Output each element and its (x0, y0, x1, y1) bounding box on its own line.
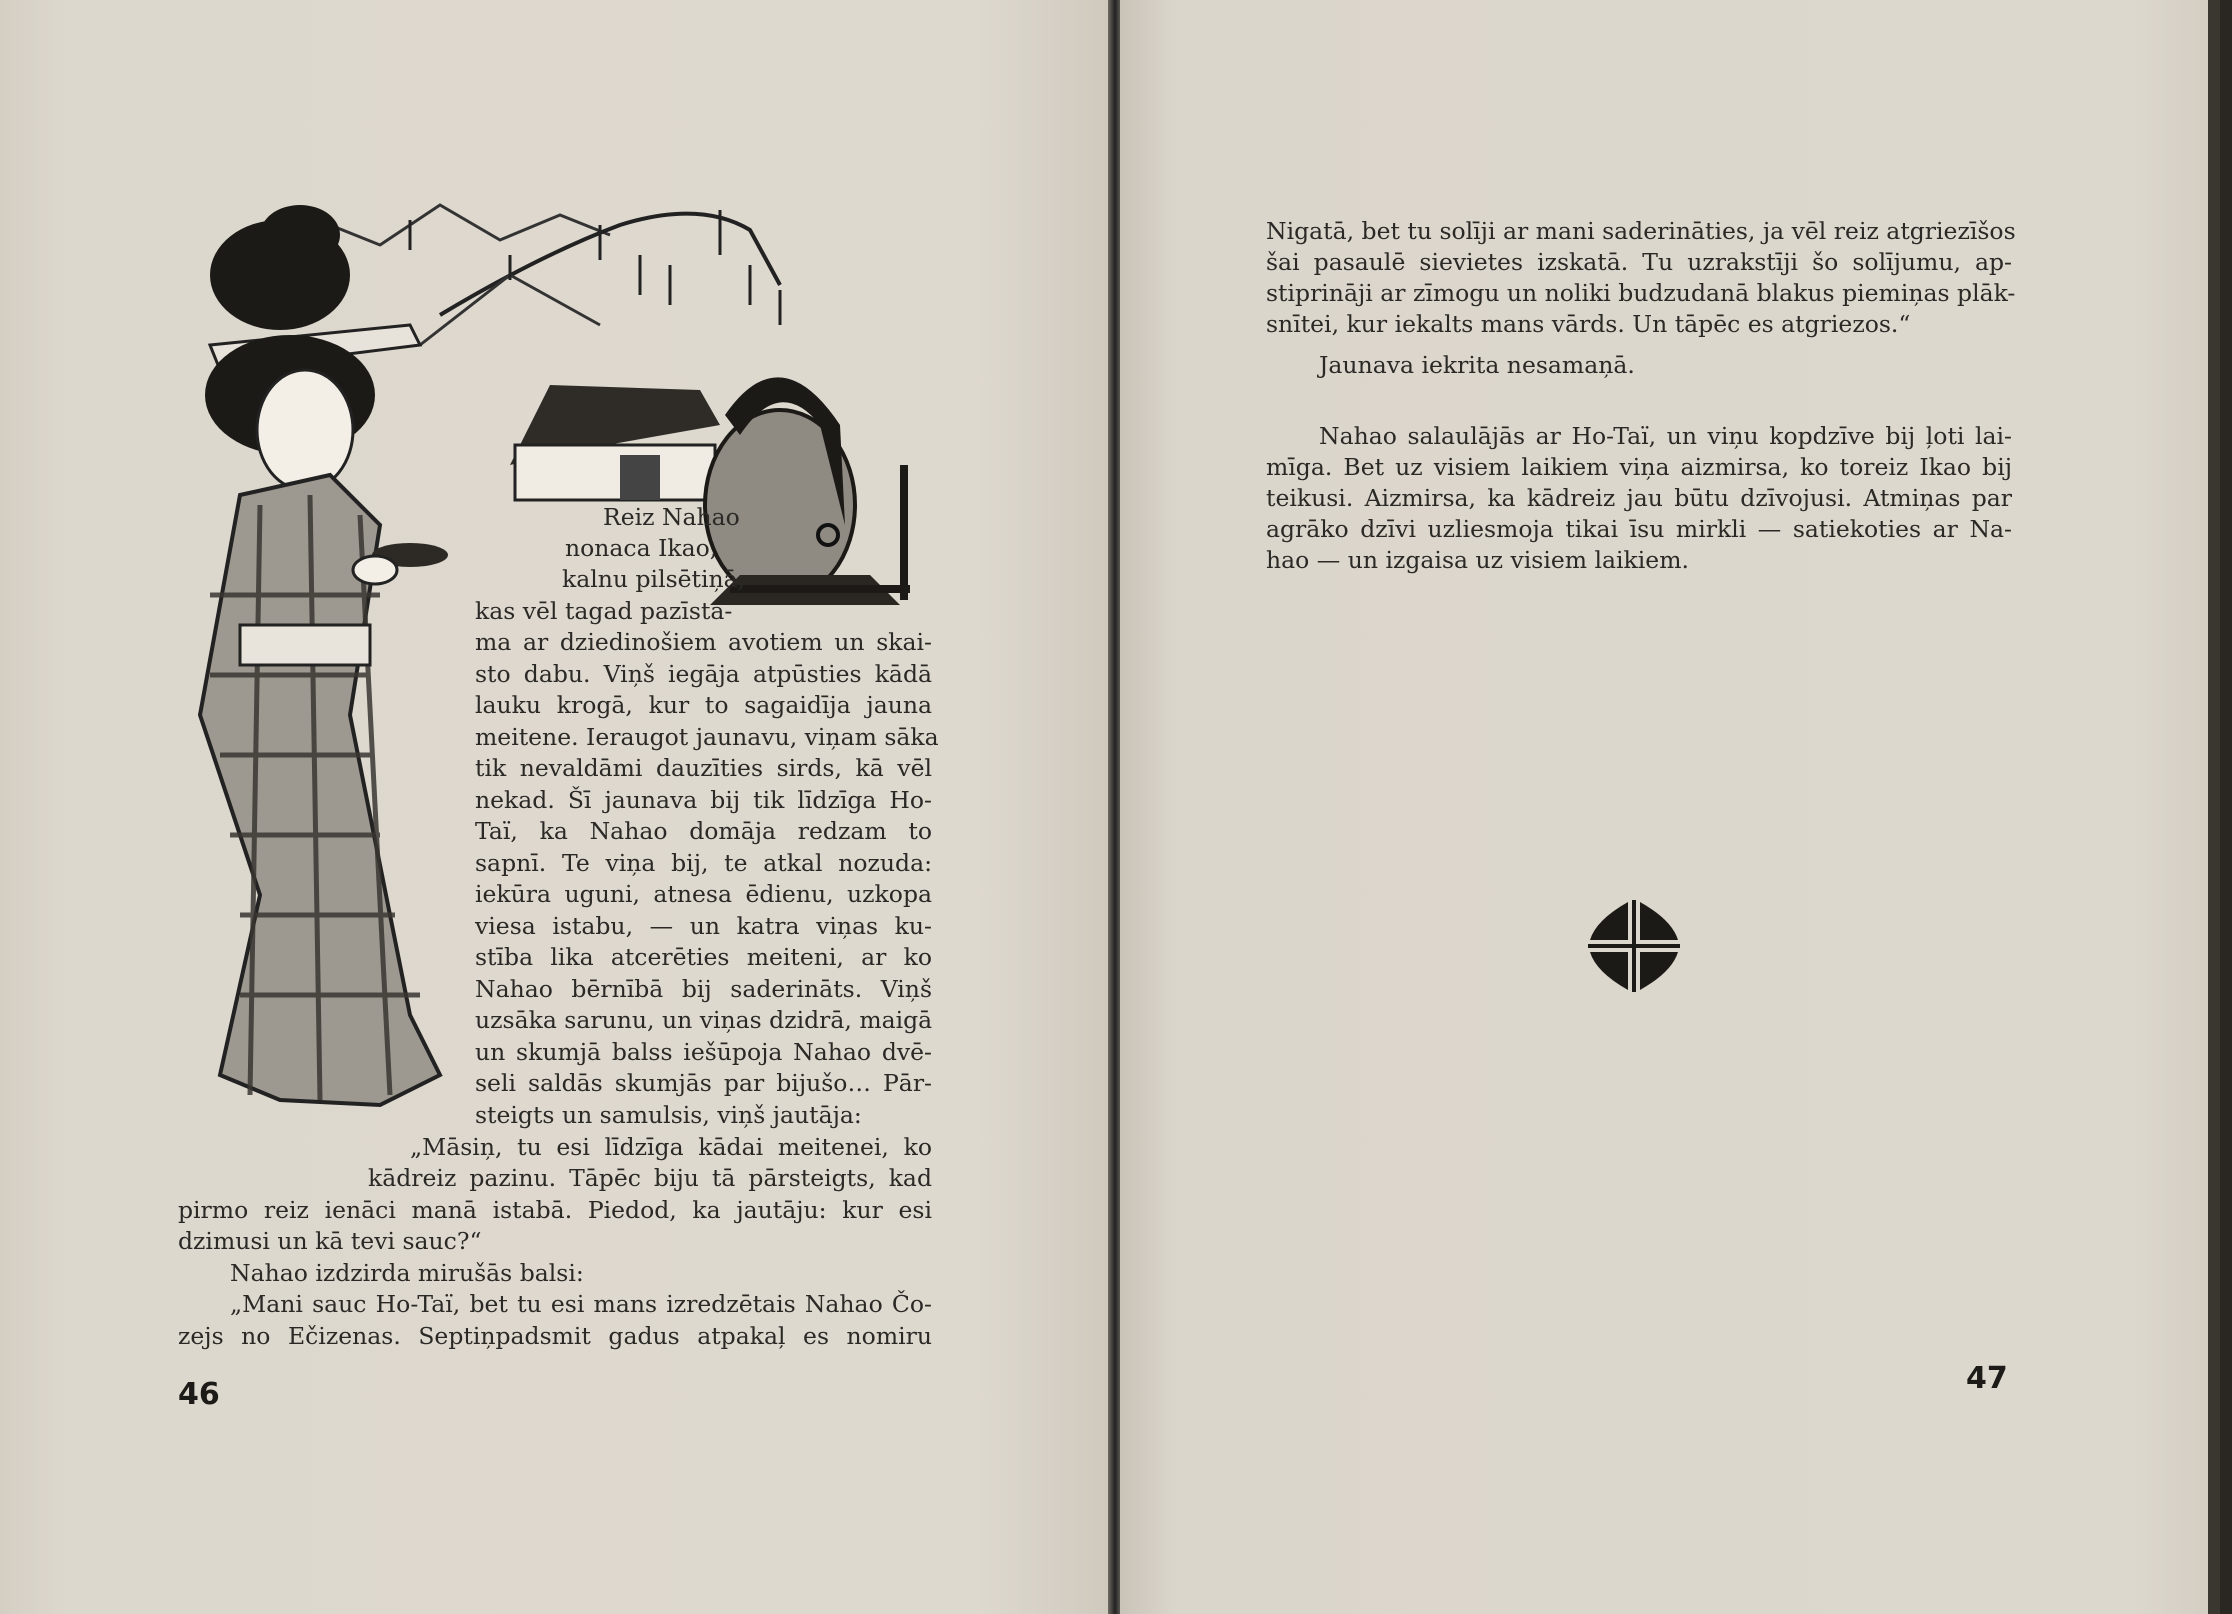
text-line: tik nevaldāmi dauzīties sirds, kā vēl (475, 754, 932, 782)
text-line: Nahao bērnībā bij saderināts. Viņš (475, 975, 932, 1003)
text-line: kalnu pilsētiņā, (562, 565, 746, 593)
text-line: kas vēl tagad pazīsta- (475, 597, 733, 625)
text-line: steigts un samulsis, viņš jautāja: (475, 1101, 862, 1129)
text-line: zejs no Ečizenas. Septiņpadsmit gadus atpakaļ es nomiru (178, 1322, 932, 1350)
text-line: Reiz Nahao (603, 503, 740, 531)
text-line: un skumjā balss iešūpoja Nahao dvē- (475, 1038, 932, 1066)
page-number: 47 (1966, 1361, 2008, 1396)
text-line: stība lika atcerēties meiteni, ar ko (475, 943, 932, 971)
text-line: pirmo reiz ienāci manā istabā. Piedod, ka jautāju: kur esi (178, 1196, 932, 1224)
text-line: agrāko dzīvi uzliesmoja tikai īsu mirkli — satiekoties ar Na- (1266, 515, 2012, 543)
text-line: meitene. Ieraugot jaunavu, viņam sāka (475, 723, 939, 751)
text-line: sto dabu. Viņš iegāja atpūsties kādā (475, 660, 932, 688)
text-line: viesa istabu, — un katra viņas ku- (475, 912, 932, 940)
left-page (0, 0, 1110, 1614)
text-line: mīga. Bet uz visiem laikiem viņa aizmirsa, ko toreiz Ikao bij (1266, 453, 2012, 481)
text-line: Nigatā, bet tu solīji ar mani saderināties, ja vēl reiz atgriezīšos (1266, 217, 2016, 245)
right-page (1120, 0, 2220, 1614)
cross-ornament-icon (1588, 900, 1680, 992)
text-line: stiprināji ar zīmogu un noliki budzudanā blakus piemiņas plāk- (1266, 279, 2016, 307)
text-line: dzimusi un kā tevi sauc?“ (178, 1227, 482, 1255)
text-line: šai pasaulē sievietes izskatā. Tu uzrakstīji šo solījumu, ap- (1266, 248, 2012, 276)
text-line: uzsāka sarunu, un viņas dzidrā, maigā (475, 1006, 933, 1034)
text-line: nonaca Ikao, (565, 534, 718, 562)
text-line: seli saldās skumjās par bijušo… Pār- (475, 1069, 932, 1097)
page-edge (2208, 0, 2220, 1614)
text-line: „Māsiņ, tu esi līdzīga kādai meitenei, ko (410, 1133, 932, 1161)
text-line: Jaunava iekrita nesamaņā. (1319, 351, 1635, 379)
text-line: Nahao salaulājās ar Ho-Taï, un viņu kopdzīve bij ļoti lai- (1319, 422, 2012, 450)
text-line: „Mani sauc Ho-Taï, bet tu esi mans izredzētais Nahao Čo- (230, 1290, 932, 1318)
text-line: hao — un izgaisa uz visiem laikiem. (1266, 546, 1689, 574)
text-line: sapnī. Te viņa bij, te atkal nozuda: (475, 849, 932, 877)
text-line: snītei, kur iekalts mans vārds. Un tāpēc es atgriezos.“ (1266, 310, 1911, 338)
text-line: Taï, ka Nahao domāja redzam to (475, 817, 932, 845)
text-line: Nahao izdzirda mirušās balsi: (230, 1259, 584, 1287)
page-number: 46 (178, 1377, 220, 1412)
text-line: iekūra uguni, atnesa ēdienu, uzkopa (475, 880, 932, 908)
text-line: kādreiz pazinu. Tāpēc biju tā pārsteigts, kad (368, 1164, 932, 1192)
text-line: ma ar dziedinošiem avotiem un skai- (475, 628, 932, 656)
text-line: nekad. Šī jaunava bij tik līdzīga Ho- (475, 786, 932, 814)
text-line: lauku krogā, kur to sagaidīja jauna (475, 691, 932, 719)
text-line: teikusi. Aizmirsa, ka kādreiz jau būtu dzīvojusi. Atmiņas par (1266, 484, 2012, 512)
